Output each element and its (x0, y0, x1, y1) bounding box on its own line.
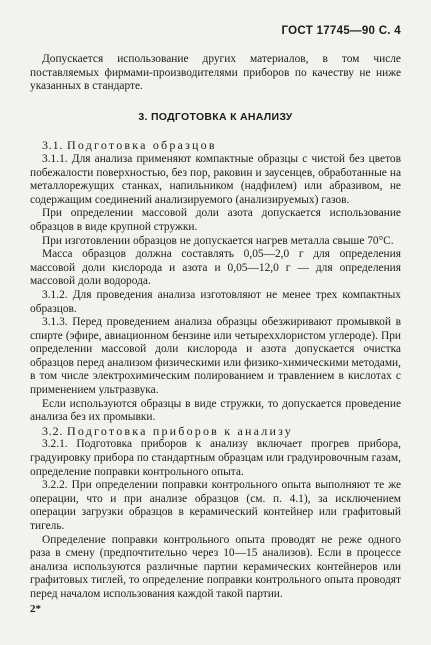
paragraph-3-1-1-b: При определении массовой доли азота допускается использование образцов в виде крупной стружки. (30, 207, 401, 233)
paragraph-3-1-1: 3.1.1. Для анализа применяют компактные образцы с чистой без цветов побежалости поверхностью, без пор, раковин и заусенцев, обработанные на металлорежущих станках, напильником (надфилем) или абразивом, не содержащим соединений анализируемого (анализируемых) газов. (30, 152, 401, 206)
section-title: 3. ПОДГОТОВКА К АНАЛИЗУ (138, 110, 293, 123)
subsection-number: 3.2. (42, 423, 64, 438)
paragraph-3-1-3: 3.1.3. Перед проведением анализа образцы обезжиривают промывкой в спирте (эфире, авиационном бензине или четыреххлористом углероде). При определении массовой доли кислорода и азота допускается очистка образцов перед анализом физическими или физико-химическими методами, в том числе электрохимическим полированием и травлением в кислотах с применением ультразвука. (30, 316, 401, 397)
page-mark: 2* (30, 603, 41, 615)
paragraph-3-2-2: 3.2.2. При определении поправки контрольного опыта выполняют те же операции, что и при анализе образцов (см. п. 4.1), за исключением операции загрузки образцов в керамический контейнер или графитовый тигель. (30, 479, 401, 532)
paragraph-3-1-1-c: При изготовлении образцов не допускается нагрев металла свыше 70°С. (42, 234, 394, 247)
subsection-heading-3-2 (30, 425, 401, 439)
intro-paragraph: Допускается использование других материалов, в том числе поставляемых фирмами-производителями приборов по качеству не ниже указанных в стандарте. (30, 53, 401, 93)
paragraph-3-1-2: 3.1.2. Для проведения анализа изготовляют не менее трех компактных образцов. (30, 288, 401, 315)
document-body (30, 53, 401, 602)
subsection-number: 3.1. (42, 138, 64, 153)
paragraph-3-1-3-b: Если используются образцы в виде стружки, то допускается проведение анализа без их промывки. (30, 397, 401, 424)
subsection-title: Подготовка образцов (67, 138, 217, 153)
paragraph-3-2-2-b: Определение поправки контрольного опыта проводят не реже одного раза в смену (предпочтительно через 10—15 анализов). Если в процессе анализа используются различные партии керамических контейнеров или графитовых тиглей, то определение поправки контрольного опыта проводят перед началом использования каждой такой партии. (30, 533, 401, 600)
paragraph-3-2-1: 3.2.1. Подготовка приборов к анализу включает прогрев прибора, градуировку прибора по стандартным образцам или градуировочным газам, определение поправки контрольного опыта. (30, 438, 401, 478)
document-header: ГОСТ 17745—90 С. 4 (281, 25, 401, 37)
subsection-heading-3-1 (30, 139, 401, 153)
paragraph-3-1-1-d: Масса образцов должна составлять 0,05—2,0 г для определения массовой доли кислорода и азота и 0,05—12,0 г — для определения массовой доли водорода. (30, 248, 401, 288)
subsection-title: Подготовка приборов к анализу (67, 423, 293, 438)
